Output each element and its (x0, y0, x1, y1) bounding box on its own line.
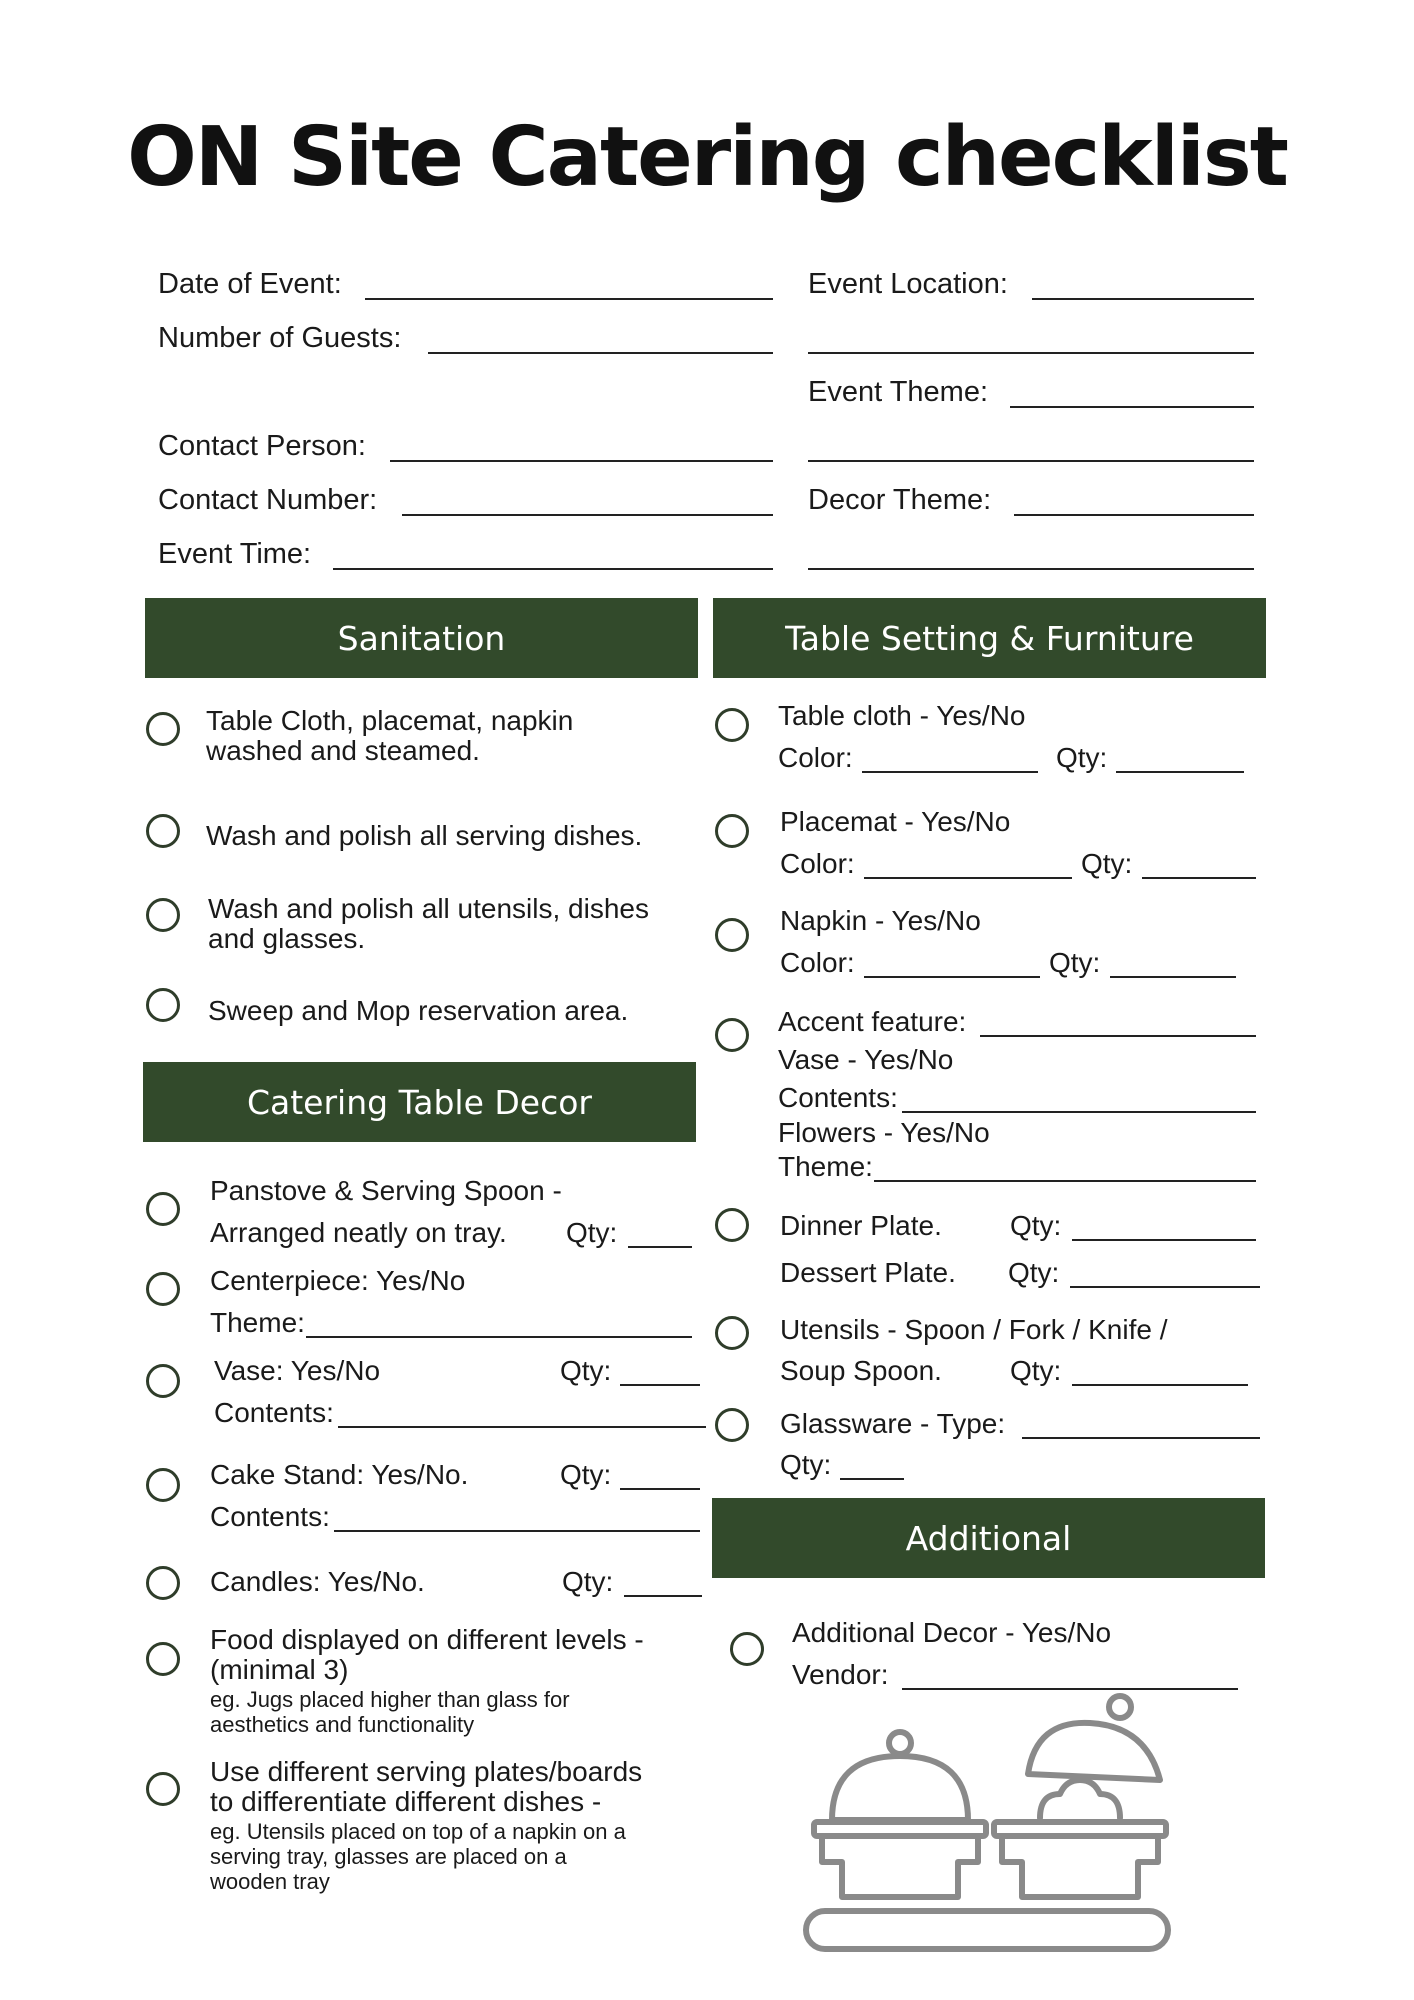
accent-theme-field[interactable] (874, 1180, 1256, 1182)
event-time-label: Event Time: (158, 538, 312, 570)
dinner-plate-qty-field[interactable] (1072, 1239, 1256, 1241)
accent-theme-label: Theme: (778, 1151, 873, 1182)
dessert-plate-qty-label: Qty: (1008, 1257, 1060, 1288)
decor-field[interactable] (1014, 514, 1254, 516)
utensils-label-line2: Soup Spoon. (780, 1355, 942, 1386)
contact-person-field[interactable] (390, 460, 773, 462)
decor-field-2[interactable] (808, 568, 1254, 570)
napkin-color-label: Color: (780, 947, 855, 978)
contact-number-label: Contact Number: (158, 484, 378, 516)
glassware-qty-field[interactable] (840, 1478, 904, 1480)
placemat-qty-field[interactable] (1142, 877, 1256, 879)
tablecloth-qty-label: Qty: (1056, 742, 1108, 773)
additional-decor-checkbox[interactable] (730, 1632, 764, 1666)
centerpiece-checkbox[interactable] (146, 1272, 180, 1306)
food-levels-checkbox[interactable] (146, 1642, 180, 1676)
contact-number-field[interactable] (402, 514, 773, 516)
additional-decor-label: Additional Decor - Yes/No (792, 1617, 1112, 1648)
plates-checkbox[interactable] (715, 1208, 749, 1242)
theme-field-2[interactable] (808, 460, 1254, 462)
serving-plates-line2: to differentiate different dishes - (210, 1786, 602, 1817)
guests-label: Number of Guests: (158, 322, 402, 354)
sanitation-item-2: Wash and polish all serving dishes. (206, 820, 643, 851)
napkin-color-field[interactable] (864, 976, 1040, 978)
food-levels-note-2: aesthetics and functionality (210, 1712, 475, 1737)
tablecloth-qty-field[interactable] (1116, 771, 1244, 773)
sanitation-item-3-line2: and glasses. (208, 923, 366, 954)
napkin-qty-field[interactable] (1110, 976, 1236, 978)
serving-plates-line1: Use different serving plates/boards (210, 1756, 643, 1787)
vase-contents-field[interactable] (338, 1426, 706, 1428)
sanitation-item-3-line1: Wash and polish all utensils, dishes (208, 893, 649, 924)
serving-plates-note-2: serving tray, glasses are placed on a (210, 1844, 567, 1869)
theme-field[interactable] (1010, 406, 1254, 408)
serving-plates-checkbox[interactable] (146, 1772, 180, 1806)
candles-label: Candles: Yes/No. (210, 1566, 425, 1597)
date-field[interactable] (365, 298, 773, 300)
utensils-checkbox[interactable] (715, 1316, 749, 1350)
glassware-type-field[interactable] (1022, 1437, 1260, 1439)
centerpiece-label: Centerpiece: Yes/No (210, 1265, 466, 1296)
accent-flowers-label: Flowers - Yes/No (778, 1117, 990, 1148)
utensils-qty-field[interactable] (1072, 1384, 1248, 1386)
catering-decor-header: Catering Table Decor (143, 1062, 696, 1142)
contact-person-label: Contact Person: (158, 430, 366, 462)
dessert-plate-qty-field[interactable] (1070, 1286, 1260, 1288)
location-field-2[interactable] (808, 352, 1254, 354)
sanitation-checkbox-4[interactable] (146, 988, 180, 1022)
napkin-label: Napkin - Yes/No (780, 905, 981, 936)
glassware-label: Glassware - Type: (780, 1408, 1006, 1439)
additional-header: Additional (712, 1498, 1265, 1578)
vase-qty-field[interactable] (620, 1384, 700, 1386)
candles-checkbox[interactable] (146, 1566, 180, 1600)
accent-vase-label: Vase - Yes/No (778, 1044, 954, 1075)
placemat-color-label: Color: (780, 848, 855, 879)
food-levels-line1: Food displayed on different levels - (210, 1624, 644, 1655)
tablecloth-checkbox[interactable] (715, 708, 749, 742)
serving-plates-note-1: eg. Utensils placed on top of a napkin on a (210, 1819, 626, 1844)
glassware-checkbox[interactable] (715, 1408, 749, 1442)
cake-stand-qty-field[interactable] (620, 1488, 700, 1490)
theme-label: Event Theme: (808, 376, 989, 408)
decor-label: Decor Theme: (808, 484, 992, 516)
guests-field[interactable] (428, 352, 773, 354)
napkin-checkbox[interactable] (715, 918, 749, 952)
accent-field[interactable] (980, 1035, 1256, 1037)
accent-checkbox[interactable] (715, 1018, 749, 1052)
event-time-field[interactable] (333, 568, 773, 570)
serving-plates-note-3: wooden tray (210, 1869, 330, 1894)
chafing-dish-open-icon (994, 1696, 1166, 1897)
centerpiece-theme-field[interactable] (306, 1336, 692, 1338)
vase-label: Vase: Yes/No (214, 1355, 381, 1386)
sanitation-checkbox-1[interactable] (146, 712, 180, 746)
placemat-checkbox[interactable] (715, 814, 749, 848)
placemat-color-field[interactable] (864, 877, 1072, 879)
sanitation-item-1-line1: Table Cloth, placemat, napkin (206, 705, 574, 736)
tablecloth-color-label: Color: (778, 742, 853, 773)
placemat-label: Placemat - Yes/No (780, 806, 1011, 837)
date-label: Date of Event: (158, 268, 342, 300)
dinner-plate-qty-label: Qty: (1010, 1210, 1062, 1241)
tablecloth-color-field[interactable] (862, 771, 1038, 773)
sanitation-checkbox-2[interactable] (146, 814, 180, 848)
panstove-label-line2: Arranged neatly on tray. (210, 1217, 507, 1248)
napkin-qty-label: Qty: (1049, 947, 1101, 978)
sanitation-item-4: Sweep and Mop reservation area. (208, 995, 629, 1026)
food-levels-note-1: eg. Jugs placed higher than glass for (210, 1687, 570, 1712)
food-levels-line2: (minimal 3) (210, 1654, 349, 1685)
page-title: ON Site Catering checklist (127, 110, 1287, 205)
sanitation-item-1-line2: washed and steamed. (206, 735, 480, 766)
panstove-qty-label: Qty: (566, 1217, 618, 1248)
location-label: Event Location: (808, 268, 1008, 300)
centerpiece-theme-label: Theme: (210, 1307, 305, 1338)
utensils-qty-label: Qty: (1010, 1355, 1062, 1386)
vase-qty-label: Qty: (560, 1355, 612, 1386)
tablecloth-label: Table cloth - Yes/No (778, 700, 1026, 731)
accent-label: Accent feature: (778, 1006, 967, 1037)
panstove-qty-field[interactable] (628, 1246, 692, 1248)
chafing-dish-closed-icon (814, 1732, 986, 1897)
placemat-qty-label: Qty: (1081, 848, 1133, 879)
sanitation-header: Sanitation (145, 598, 698, 678)
cake-stand-contents-label: Contents: (210, 1501, 330, 1532)
location-field[interactable] (1032, 298, 1254, 300)
accent-contents-label: Contents: (778, 1082, 898, 1113)
candles-qty-field[interactable] (624, 1595, 702, 1597)
chafing-dishes-illustration (790, 1690, 1190, 1960)
cake-stand-checkbox[interactable] (146, 1468, 180, 1502)
cake-stand-label: Cake Stand: Yes/No. (210, 1459, 469, 1490)
vendor-label: Vendor: (792, 1659, 889, 1690)
cake-stand-qty-label: Qty: (560, 1459, 612, 1490)
cake-stand-contents-field[interactable] (334, 1530, 700, 1532)
utensils-label-line1: Utensils - Spoon / Fork / Knife / (780, 1314, 1168, 1345)
glassware-qty-label: Qty: (780, 1449, 832, 1480)
vase-checkbox[interactable] (146, 1364, 180, 1398)
tray-icon (806, 1911, 1168, 1949)
panstove-checkbox[interactable] (146, 1192, 180, 1226)
vase-contents-label: Contents: (214, 1397, 334, 1428)
sanitation-checkbox-3[interactable] (146, 898, 180, 932)
table-setting-header: Table Setting & Furniture (713, 598, 1266, 678)
candles-qty-label: Qty: (562, 1566, 614, 1597)
accent-contents-field[interactable] (902, 1111, 1256, 1113)
dessert-plate-label: Dessert Plate. (780, 1257, 956, 1288)
dinner-plate-label: Dinner Plate. (780, 1210, 942, 1241)
panstove-label-line1: Panstove & Serving Spoon - (210, 1175, 562, 1206)
